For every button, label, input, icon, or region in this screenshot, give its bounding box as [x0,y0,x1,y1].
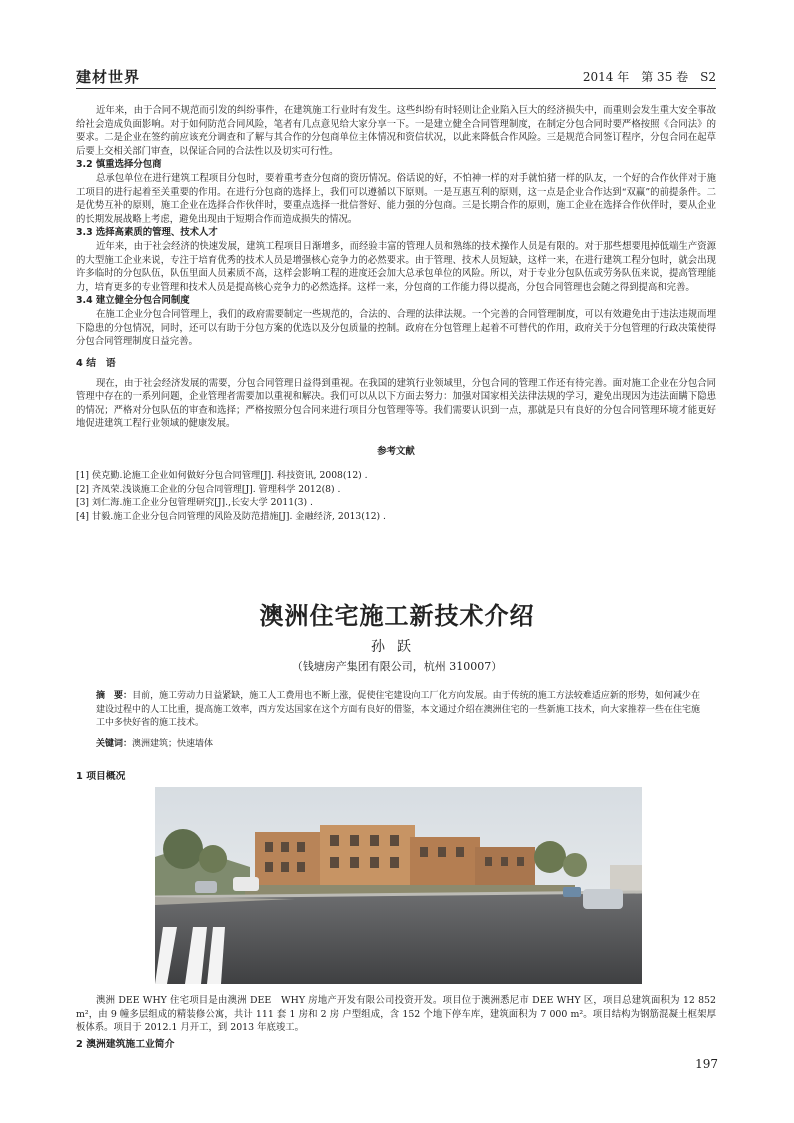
section-heading-1: 1 项目概况 [76,771,126,782]
section-heading-3-2: 3.2 慎重选择分包商 [76,159,162,171]
reference-item: [1] 侯克勤.论施工企业如何做好分包合同管理[J]. 科技资讯, 2008(12) . [76,470,368,482]
journal-name: 建材世界 [76,68,141,86]
paragraph: 澳洲 DEE WHY 住宅项目是由澳洲 DEE WHY 房地产开发有限公司投资开发。项目位于澳洲悉尼市 DEE WHY 区，项目总建筑面积为 12 852 m²，由 9 幢多层组成的精装修公寓，共计 111 套 1 房和 2 房 户型组成，含 152 个地下停车库，建筑面积为 7 000 m²。项目结构为钢筋混凝土框架厚板体系。项目于 2012.1 月开工，到 2013 年底竣工。 [76,995,716,1034]
paragraph: 在施工企业分包合同管理上，我们的政府需要制定一些规范的，合法的、合理的法律法规。一个完善的合同管理制度，可以有效避免由于违法违规而埋下隐患的分包情况，同时，还可以有助于分包方案的优选以及分包质量的控制。政府在分包管理上起着不可替代的作用，政府关于分包管理的行政决策使得分包合同管理制度日益完善。 [76,308,716,348]
keywords-text: 澳洲建筑；快速墙体 [132,739,214,749]
section-heading-4: 4 结 语 [76,357,116,369]
abstract [96,690,700,731]
project-photo-graphic [155,787,642,984]
header-rule [76,88,716,89]
issue-info: 2014 年 第 35 卷 S2 [582,70,716,84]
article-author: 孙跃 [371,639,423,655]
project-photo [155,787,642,984]
references-heading: 参考文献 [377,446,415,458]
section-heading-3-3: 3.3 选择高素质的管理、技术人才 [76,227,218,239]
page-number: 197 [695,1057,718,1071]
paragraph: 现在，由于社会经济发展的需要，分包合同管理日益得到重视。在我国的建筑行业领域里，分包合同的管理工作还有待完善。面对施工企业在分包合同管理中存在的一系列问题，企业管理者需要加以重视和解决。我们可以从以下方面去努力：加强对国家相关法律法规的学习，避免出现因为违法面瞒下隐患的情况；严格对分包队伍的审查和选择；严格按照分包合同来进行项目分包管理等等。我们需要认识到一点，那就是只有良好的分包合同管理环境才能更好地促进建筑工程行业领域的健康发展。 [76,377,716,430]
reference-item: [2] 齐凤荣.浅谈施工企业的分包合同管理[J]. 管理科学 2012(8) . [76,483,341,495]
article-title: 澳洲住宅施工新技术介绍 [259,602,535,630]
page-header [76,66,716,88]
reference-item: [4] 甘毅.施工企业分包合同管理的风险及防范措施[J]. 金融经济, 2013(12) . [76,510,386,522]
paragraph: 近年来，由于合同不规范而引发的纠纷事件，在建筑施工行业时有发生。这些纠纷有时轻则让企业陷入巨大的经济损失中，而重则会发生重大安全事故给社会造成负面影响。对于如何防范合同风险，笔者有几点意见给大家分享一下。一是建立健全合同管理制度，在制定分包合同时要严格按照《合同法》的要求。二是企业在签约前应该充分调查和了解与其合作的分包商单位主体情况和资信状况，以此来降低合作风险。三是规范合同签订程序，分包合同在起草后要上交相关部门审查，以保证合同的合法性以及切实可行性。 [76,105,716,157]
keywords-label: 关键词： [96,739,133,749]
paragraph: 总承包单位在进行建筑工程项目分包时，要着重考查分包商的资历情况。俗话说的好，不怕神一样的对手就怕猪一样的队友，一个好的合作伙伴对于施工项目的进行起着至关重要的作用。在进行分包商的选择上，我们可以遵循以下原则。一是互惠互利的原则，这一点是企业合作达到“双赢”的前提条件。二是优势互补的原则，施工企业在选择合作伙伴时，要重点选择一批信誉好、能力强的分包商。三是长期合作的原则，施工企业在选择合作伙伴时，要从企业的长期发展战略上考虑，避免出现由于短期合作而造成损失的情况。 [76,172,716,225]
keywords [96,738,700,752]
prev-article-body [76,104,716,523]
article-affiliation: （钱塘房产集团有限公司，杭州 310007） [291,660,503,673]
project-overview [76,994,716,1035]
abstract-text: 目前，施工劳动力日益紧缺，施工人工费用也不断上涨，促使住宅建设向工厂化方向发展。由于传统的施工方法较难适应新的形势，如何减少在建设过程中的人工比重，提高施工效率，西方发达国家在这个方面有良好的借鉴，本文通过介绍在澳洲住宅的一些新施工技术，向大家推荐一些在住宅施工中多快好省的施工技术。 [96,691,700,728]
abstract-label: 摘 要： [96,691,133,701]
section-heading-3-4: 3.4 建立健全分包合同制度 [76,295,190,307]
reference-item: [3] 刘仁海.施工企业分包管理研究[J].,长安大学 2011(3) . [76,497,313,509]
paragraph: 近年来，由于社会经济的快速发展，建筑工程项目日渐增多，而经验丰富的管理人员和熟练的技术操作人员是有限的。对于那些想要甩掉低端生产资源的大型施工企业来说，专注于培育优秀的技术人员是增强核心竞争力的必然要求。由于管理、技术人员短缺，这样一来，在进行建筑工程分包时，就会出现许多临时的分包队伍，队伍里面人员素质不高，这样会影响工程的进度还会加大总承包单位的风险。所以，对于专业分包队伍或劳务队伍来说，提高管理能力，培育更多的专业管理和技术人员是提高核心竞争力的必然选择。这样一来，分包商的工作能力得以提高，分包合同管理也会随之得到提高和完善。 [76,240,716,293]
section-heading-2: 2 澳洲建筑施工业简介 [76,1039,175,1050]
